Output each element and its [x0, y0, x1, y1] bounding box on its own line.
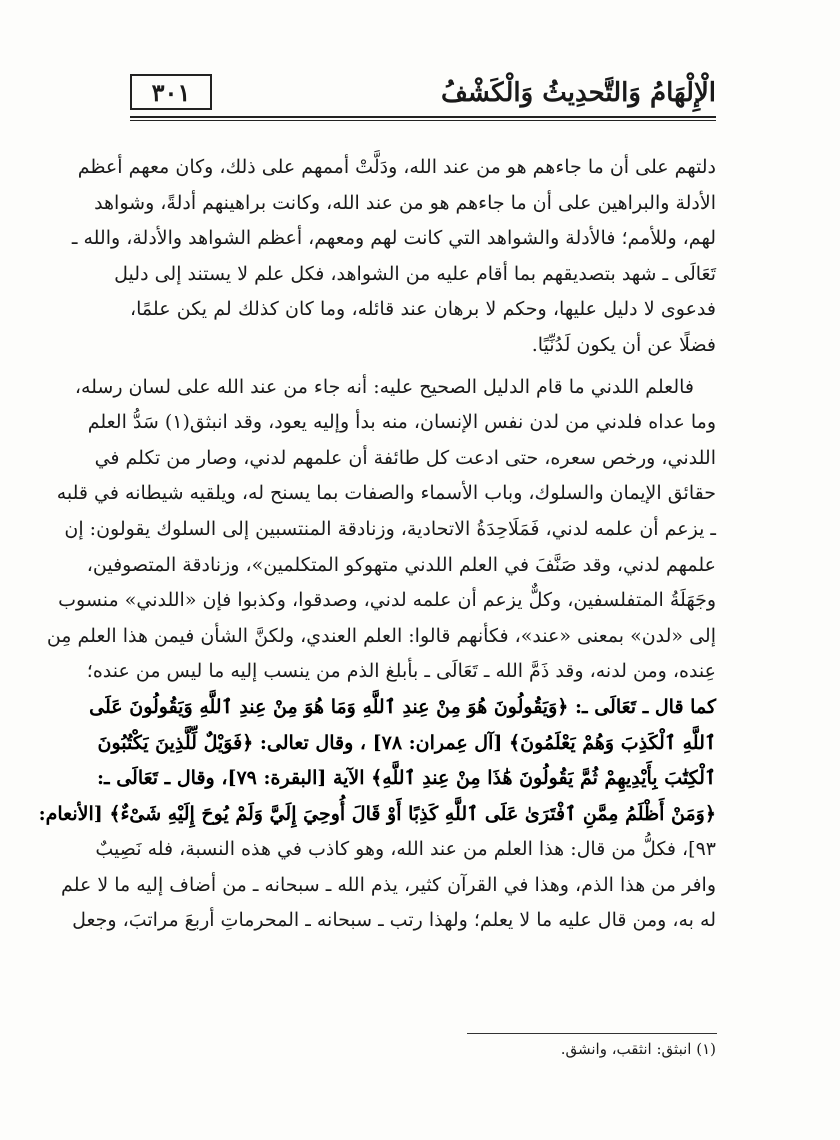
quran-verse-line: ٱلْكِتَٰبَ بِأَيْدِيهِمْ ثُمَّ يَقُولُونَ هَٰذَا مِنْ عِندِ ٱللَّهِ﴾ الآية [البقرة: ٧٩]، وقال ـ تَعَالَى ـ: — [97, 767, 716, 790]
text-line: ـ يزعم أن علمه لدني، فَمَلَاحِدَةُ الاتحادية، وزنادقة المنتسبين إلى السلوك يقولون: إن — [64, 517, 716, 540]
text-line: وما عداه فلدني من لدن نفس الإنسان، منه بدأ وإليه يعود، وقد انبثق(١) سَدُّ العلم — [87, 411, 716, 434]
text-line: وافر من هذا الذم، وهذا في القرآن كثير، يذم الله ـ سبحانه ـ من أضاف إليه ما لا علم — [61, 873, 716, 896]
text-line: دلتهم على أن ما جاءهم هو من عند الله، ودَلَّتْ أممهم على ذلك، وكان معهم أعظم — [77, 156, 716, 178]
text-line: الأدلة والبراهين على أن ما جاءهم هو من عند الله، وكانت براهينهم أدلةً، وشواهد — [94, 191, 716, 214]
text-line: وجَهَلَةُ المتفلسفين، وكلٌّ يزعم أن علمه لدني، وصدقوا، وكذبوا فإن «اللدني» منسوب — [58, 589, 716, 612]
page-number: ٣٠١ — [130, 74, 212, 110]
quran-verse-line: ﴿وَمَنْ أَظْلَمُ مِمَّنِ ٱفْتَرَىٰ عَلَى ٱللَّهِ كَذِبًا أَوْ قَالَ أُوحِيَ إِلَيَّ وَلَمْ يُوحَ إِلَيْهِ شَىْءٌ﴾ [الأنعام: — [38, 802, 716, 825]
text-line: فالعلم اللدني ما قام الدليل الصحيح عليه: أنه جاء من عند الله على لسان رسله، — [74, 375, 694, 398]
footnote-rule — [467, 1033, 717, 1034]
chapter-title: الْإِلْهَامُ وَالتَّحدِيثُ وَالْكَشْفُ — [441, 78, 716, 108]
text-line: لهم، وللأمم؛ فالأدلة والشواهد التي كانت لهم ومعهم، أعظم الشواهد والأدلة، والله ـ — [71, 227, 716, 250]
text-line: اللدني، ورخص سعره، حتى ادعت كل طائفة أن علمهم لدني، وصار من تكلم في — [94, 446, 716, 469]
body-text — [38, 150, 716, 939]
header-rule-thin — [130, 120, 716, 121]
quran-verse-line: كما قال ـ تَعَالَى ـ: ﴿وَيَقُولُونَ هُوَ مِنْ عِندِ ٱللَّهِ وَمَا هُوَ مِنْ عِندِ ٱللَّهِ وَيَقُولُونَ عَلَى — [89, 695, 716, 718]
text-line: فدعوى لا دليل عليها، وحكم لا برهان عند قائله، وما كان كذلك لم يكن علمًا، — [130, 298, 716, 321]
quran-verse-line: ٱللَّهِ ٱلْكَذِبَ وَهُمْ يَعْلَمُونَ﴾ [آل عِمران: ٧٨] ، وقال تعالى: ﴿فَوَيْلٌ لِّلَّذِينَ يَكْتُبُونَ — [97, 731, 716, 754]
text-line: عِنده، ومن لدنه، وقد ذَمَّ الله ـ تَعَالَى ـ بأبلغ الذم من ينسب إليه ما ليس من عنده؛ — [86, 660, 716, 683]
text-line: تَعَالَى ـ شهد بتصديقهم بما أقام عليه من الشواهد، فكل علم لا يستند إلى دليل — [114, 262, 716, 285]
header-rule — [130, 116, 716, 118]
text-line: علمهم لدني، وقد صَنَّفَ في العلم اللدني متهوكو المتكلمين»، وزنادقة المتصوفين، — [86, 553, 716, 576]
running-header — [130, 72, 716, 116]
footnote: (١) انبثق: انثقب، وانشق. — [560, 1040, 716, 1058]
text-line: له به، ومن قال عليه ما لا يعلم؛ ولهذا رتب ـ سبحانه ـ المحرماتِ أربعَ مراتبَ، وجعل — [72, 909, 716, 932]
text-line: فضلًا عن أن يكون لَدُنِّيًا. — [531, 333, 716, 356]
text-line: حقائق الإيمان والسلوك، وباب الأسماء والصفات بما يسنح له، ويلقيه شيطانه في قلبه — [56, 482, 716, 505]
text-line: ٩٣]، فكلُّ من قال: هذا العلم من عند الله، وهو كاذب في هذه النسبة، فله نَصِيبٌ — [95, 838, 716, 861]
text-line: إلى «لدن» بمعنى «عند»، فكأنهم قالوا: العلم العندي، ولكنَّ الشأن فيمن هذا العلم مِن — [46, 624, 716, 647]
